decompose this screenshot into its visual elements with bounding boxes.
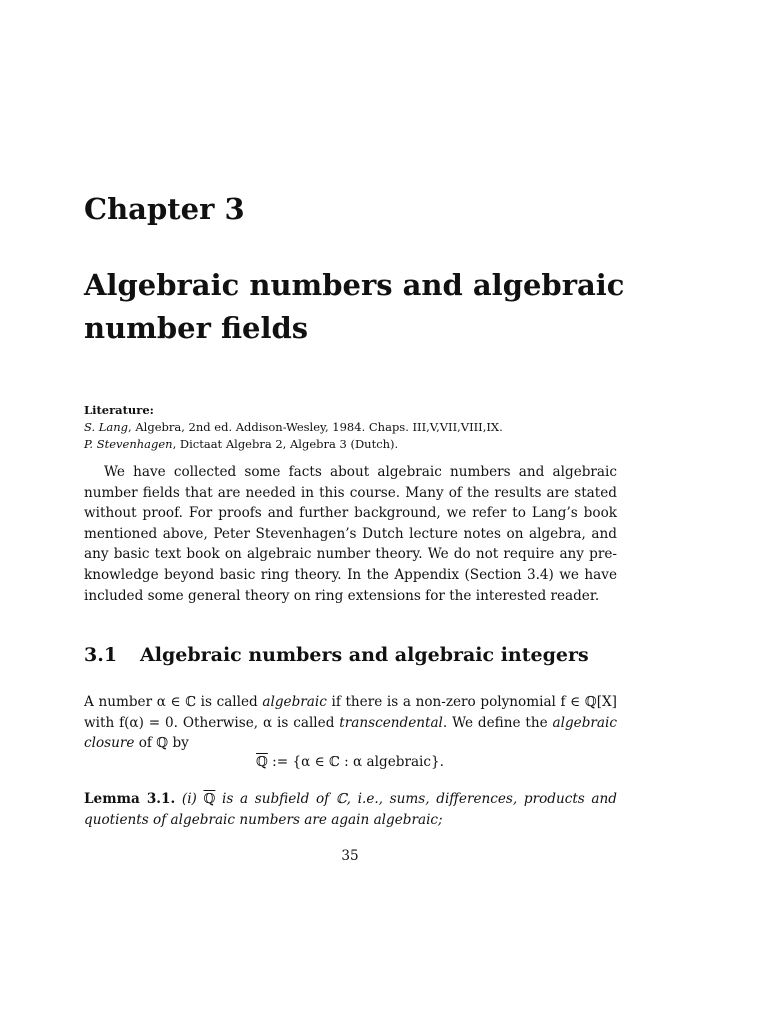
definition-text: if there is a non-zero polynomial f ∈ ℚ[X] with f(α) = 0. Otherwise, α is called bbox=[84, 694, 617, 731]
definition-text: A number α ∈ ℂ is called bbox=[84, 694, 263, 710]
formula-rest: := {α ∈ ℂ : α algebraic}. bbox=[267, 754, 444, 770]
literature-author: S. Lang bbox=[84, 420, 129, 434]
formula-symbol: ℚ bbox=[256, 754, 268, 770]
definition-term: algebraic closure bbox=[84, 714, 617, 752]
lemma-symbol: ℚ bbox=[203, 791, 216, 807]
section-title: Algebraic numbers and algebraic integers bbox=[140, 644, 589, 666]
literature-entry bbox=[84, 419, 624, 436]
definition-paragraph bbox=[84, 692, 617, 754]
literature-text: , Dictaat Algebra 2, Algebra 3 (Dutch). bbox=[172, 437, 399, 451]
literature-text: , Algebra, 2nd ed. Addison-Wesley, 1984. Chaps. III,V,VII,VIII,IX. bbox=[128, 420, 503, 434]
intro-paragraph: We have collected some facts about algebraic numbers and algebraic number fields that are needed in this course. Many of the results are stated without proof. For proofs and further background, we refer to Lang’s book mentioned above, Peter Stevenhagen’s Dutch lecture notes on algebra, and any basic text book on algebraic number theory. We do not require any pre-knowledge beyond basic ring theory. In the Appendix (Section 3.4) we have included some general theory on ring extensions for the interested reader. bbox=[84, 464, 617, 604]
literature-block bbox=[84, 402, 624, 453]
literature-entry bbox=[84, 436, 624, 453]
section-heading bbox=[84, 644, 644, 666]
lemma-paragraph bbox=[84, 789, 617, 830]
definition-text: . We define the bbox=[442, 714, 553, 731]
literature-heading: Literature: bbox=[84, 403, 154, 417]
lemma-label: Lemma 3.1. bbox=[84, 791, 176, 807]
definition-text: of ℚ by bbox=[134, 735, 189, 752]
page-number: 35 bbox=[341, 848, 359, 864]
chapter-title: Algebraic numbers and algebraic number fields bbox=[84, 268, 625, 345]
chapter-label: Chapter 3 bbox=[84, 192, 245, 226]
lemma-text: is a subfield of ℂ, i.e., sums, differences, products and quotients of algebraic numbers are again algebraic; bbox=[84, 791, 617, 828]
lemma-prefix: (i) bbox=[175, 791, 204, 807]
definition-term: algebraic bbox=[262, 694, 327, 710]
literature-author: P. Stevenhagen bbox=[84, 437, 173, 451]
section-number: 3.1 bbox=[84, 644, 118, 666]
definition-term: transcendental bbox=[339, 714, 443, 731]
display-formula bbox=[0, 754, 700, 770]
